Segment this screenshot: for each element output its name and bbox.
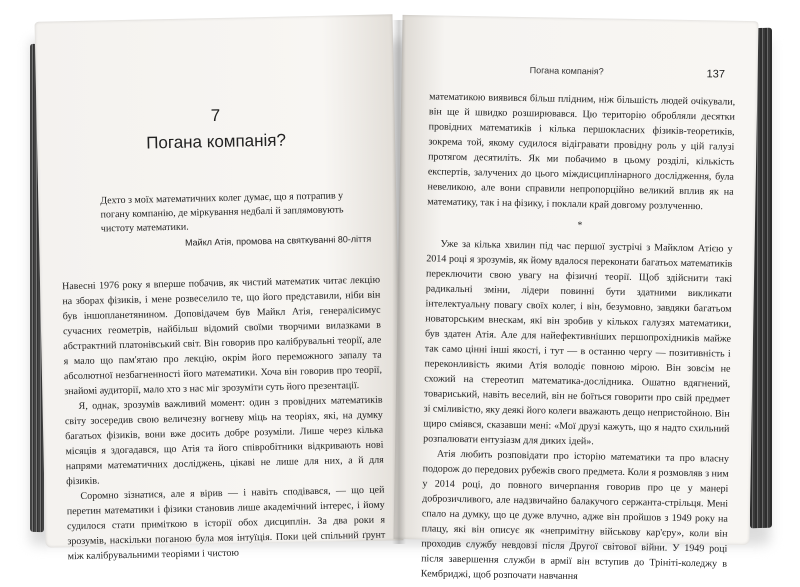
- paragraph: Навесні 1976 року я вперше побачив, як чистий математик читає лекцію на зборах фізиків, і мене розвеселило те, що його представили, ніби він був іншопланетянином. Доповідачем був Майкл Атія, генералісимус сучасних геометрів, найбільш відомий своїми творчими вилазками в абстрактний платонівський світ. Він говорив про калібрувальні теорії, але я мало що пам'ятаю про лекцію, окрім його переможного запалу та абсолютної незбагненності його математики. Хоча він говорив про теорії, знайомі аудиторії, мало хто з нас міг зрозуміти суть його презентації.: [61, 274, 383, 398]
- paragraph: математикою виявився більш плідним, ніж більшість людей очікували, він ще й швидко розширювався. Цю територію обробляли десятки провідних математиків і кілька першокласних фізиків-теоретиків, зокрема той, якому судилося відігравати провідну роль у цій галузі протягом десятиліть. Як ми побачимо в цьому розділі, кількість експертів, залучених до цього міждисциплінарного дослідження, була невеликою, але вони справили непропорційно великий вплив як на математику, так і на фізику, і поклали край довгому розлученню.: [427, 91, 736, 213]
- epigraph-attribution: Майкл Атія, промова на святкуванні 80-ліття: [184, 233, 372, 248]
- left-page: [35, 14, 404, 563]
- page-number: 137: [706, 68, 726, 81]
- chapter-title: Погана компанія?: [146, 130, 287, 153]
- left-body-text: [62, 273, 386, 565]
- right-body-text: [421, 89, 736, 586]
- paragraph: Атія любить розповідати про історію математики та про власну подорож до передових рубежів свого предмета. Коли я розмовляв з ним у 2014 році, до повного вичерпання говорив про це у манері доброзичливого, але надзвичайно балакучого сержанта-стрільця. Мені спало на думку, що це дуже влучно, адже він пройшов з 1949 року на плацу, які він описує як «непримітну військову кар'єру», коли він проходив службу невдовзі після Другої світової війни. У 1949 році після завершення служби в армії він вступив до Трініті-коледжу в Кембриджі, щоб розпочати навчання: [420, 448, 729, 583]
- paragraph: Соромно зізнатися, але я вірив — і навіть сподівався, — що цей перетин математики і фізики становив лише академічний інтерес, і йому судилося стати приміткою в історії обох дисциплін. За два роки я зрозумів, наскільки поганою була моя інтуїція. Поки цей спільний ґрунт між калібрувальними теоріями і чистою: [66, 484, 386, 563]
- paragraph: Я, однак, зрозумів важливий момент: один з провідних математиків світу зосередив свою величезну вогневу міць на теоріях, які, на думку багатьох фізиків, вони вже досить добре розуміли. Лише через кілька місяців я здогадався, що Атія та його співробітники відкривають нові напрями математичних досліджень, цікаві не лише для них, а й для фізиків.: [64, 394, 384, 488]
- paragraph: Уже за кілька хвилин під час першої зустрічі з Майклом Атією у 2014 році я зрозумів, як йому вдалося переконати багатьох математиків переключити свою увагу на фізичні теорії. Щоб здійснити такі радикальні зміни, лідери повинні бути здатними викликати інтелектуальну повагу своїх колег, і він, безумовно, завдяки багатьом новаторським внескам, які він зробив у кількох галузях математики, був здатен Атія. Але для найефективніших першопрохідників майже так само цінні інші якості, і тут — в останню чергу — позитивність і переконливість якими Атія володіє повною мірою. Він зовсім не схожий на стереотип математика-дослідника. Ошатно вдягнений, товариський, навіть веселий, він не боїться говорити про свій предмет зі сміливістю, яку деякі його колеги вважають дещо непристойною. Він щиро сміявся, сказавши мені: «Мої друзі кажуть, що я надто схильний розпалювати ентузіазм для диких ідей».: [423, 238, 733, 448]
- book-spine: [392, 20, 406, 544]
- section-separator: *: [577, 220, 583, 232]
- chapter-number: 7: [210, 105, 221, 126]
- epigraph: [100, 189, 371, 252]
- epigraph-text: Дехто з моїх математичних колег думає, що я потрапив у погану компанію, де міркування недбалі й заплямовують чистоту математики.: [100, 190, 344, 235]
- running-head: Погана компанія?: [529, 65, 604, 77]
- right-page: [393, 15, 758, 583]
